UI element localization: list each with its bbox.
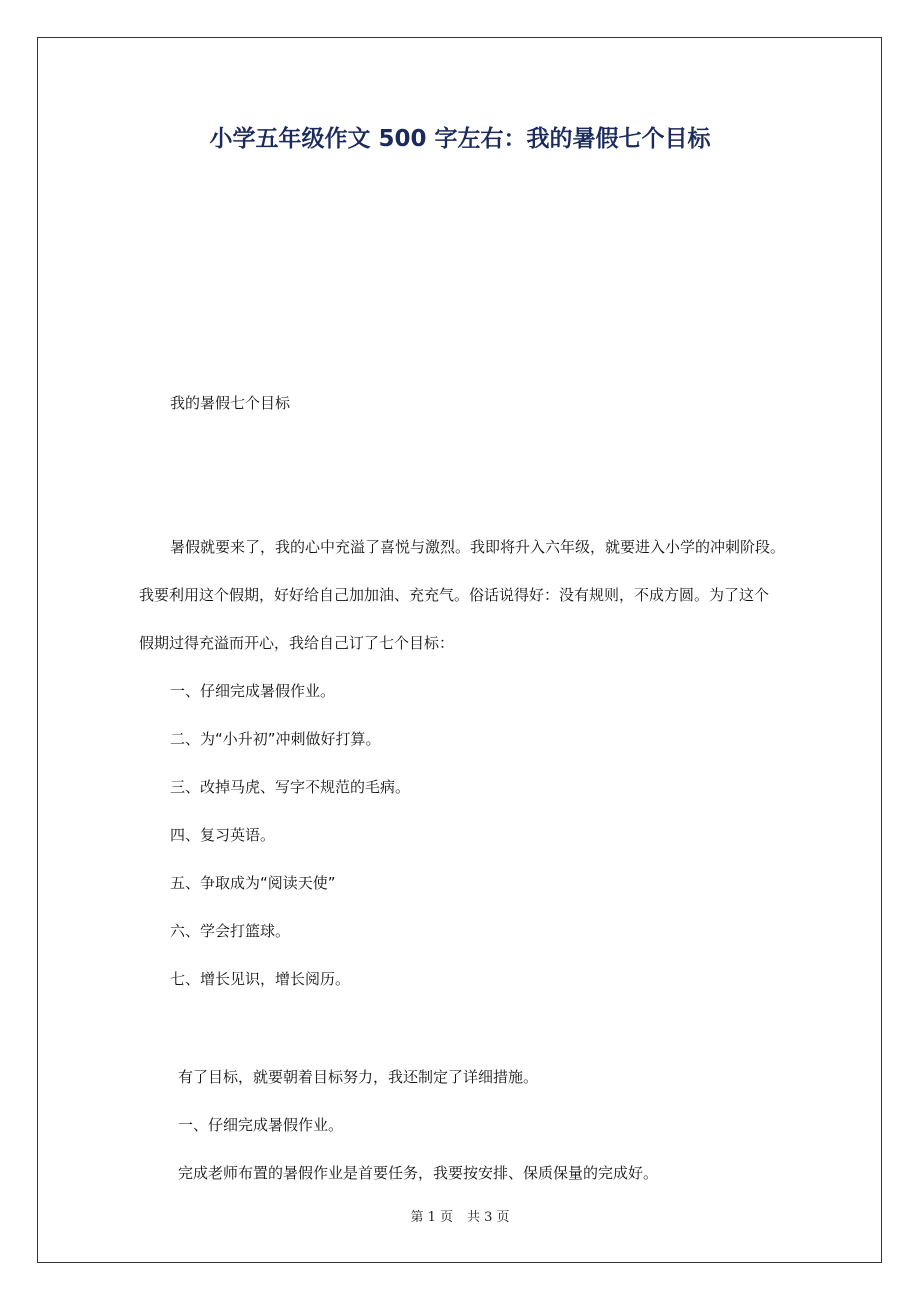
- page-footer: [0, 1206, 920, 1225]
- measure-1-heading: 一、仔细完成暑假作业。: [178, 1116, 344, 1134]
- intro-line-3: 假期过得充溢而开心，我给自己订了七个目标：: [139, 634, 455, 652]
- goal-item-6: 六、学会打篮球。: [170, 922, 291, 940]
- goal-item-4: 四、复习英语。: [170, 826, 276, 844]
- goal-item-1: 一、仔细完成暑假作业。: [170, 682, 336, 700]
- goal-item-3: 三、改掉马虎、写字不规范的毛病。: [170, 778, 411, 796]
- page-total: 共 3 页: [467, 1210, 510, 1225]
- goal-item-7: 七、增长见识，增长阅历。: [170, 970, 351, 988]
- essay-subtitle: 我的暑假七个目标: [170, 394, 291, 412]
- document-title: 小学五年级作文 500 字左右：我的暑假七个目标: [209, 126, 711, 152]
- goal-item-5: 五、争取成为“阅读天使”: [170, 874, 336, 892]
- goal-item-2: 二、为“小升初”冲刺做好打算。: [170, 730, 381, 748]
- measure-1-text: 完成老师布置的暑假作业是首要任务，我要按安排、保质保量的完成好。: [178, 1164, 659, 1182]
- intro-line-1: 暑假就要来了，我的心中充溢了喜悦与激烈。我即将升入六年级，就要进入小学的冲刺阶段。: [170, 538, 786, 556]
- measures-intro: 有了目标，就要朝着目标努力，我还制定了详细措施。: [178, 1068, 539, 1086]
- page-number: 第 1 页: [410, 1210, 453, 1225]
- intro-line-2: 我要利用这个假期，好好给自己加加油、充充气。俗话说得好：没有规则，不成方圆。为了这个: [139, 586, 770, 604]
